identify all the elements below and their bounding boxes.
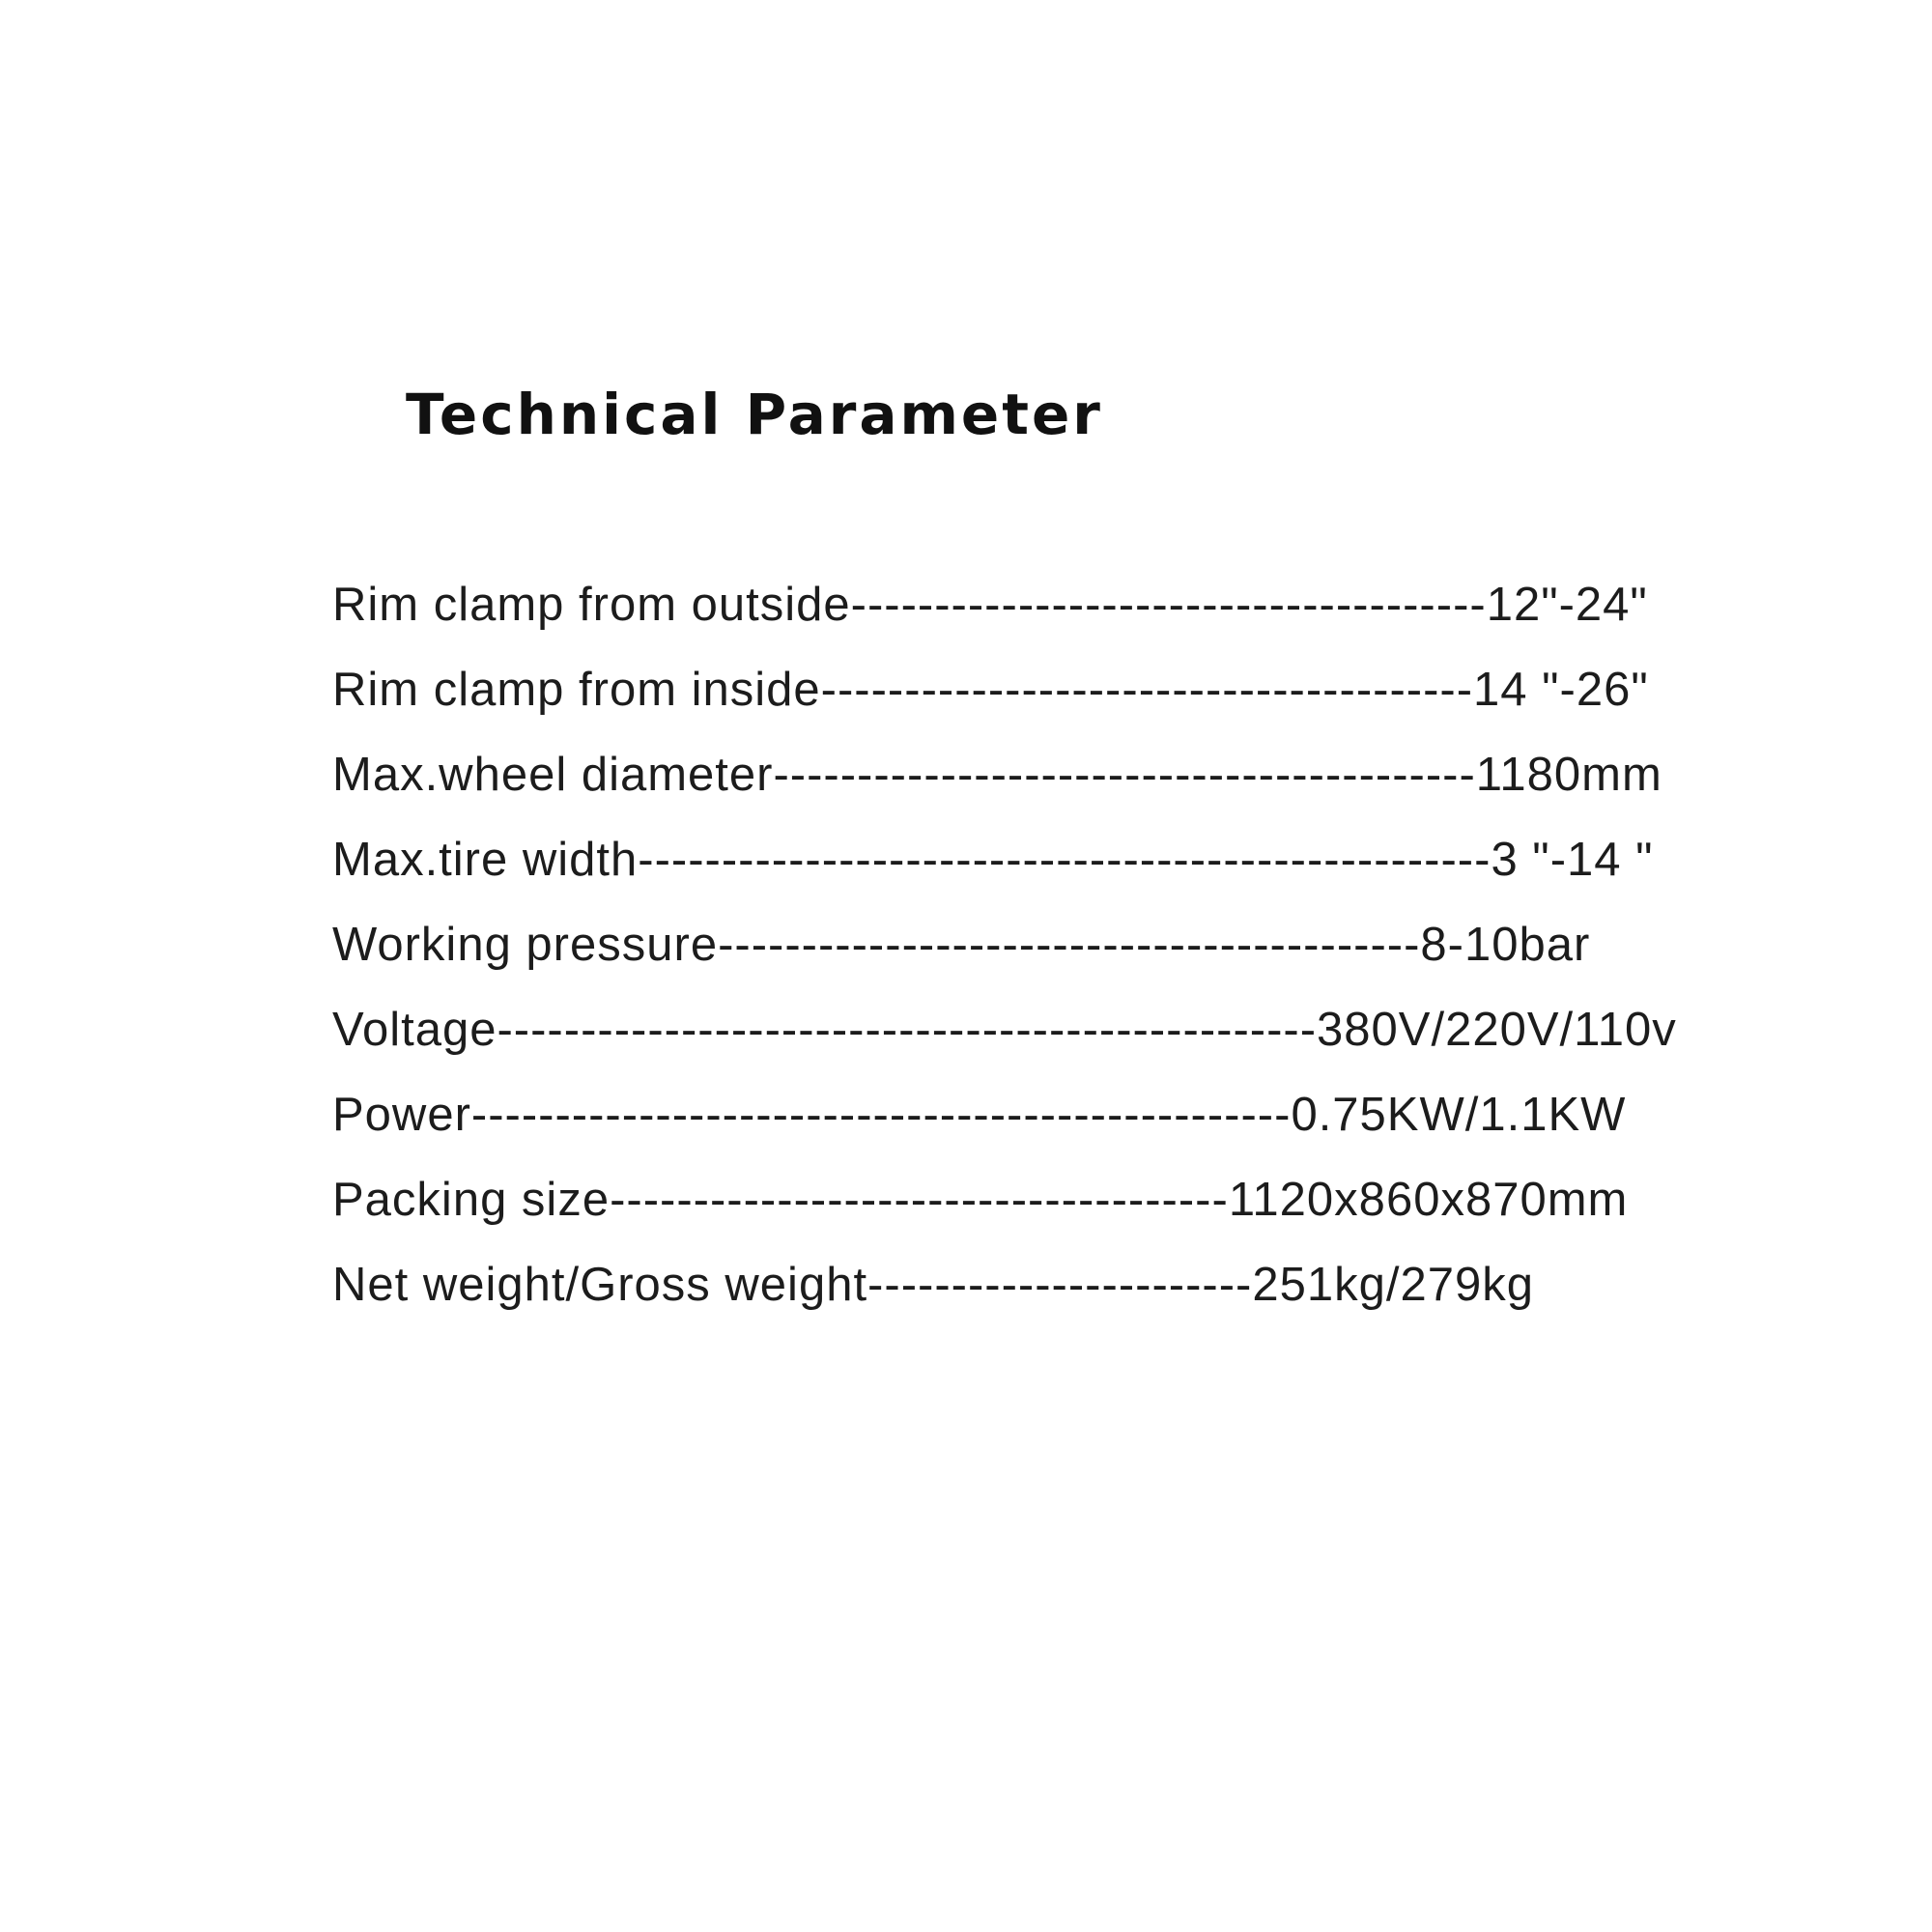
param-rim-clamp-outside: Rim clamp from outside--------------------------------------12"-24" xyxy=(332,579,1648,631)
param-packing-size: Packing size-------------------------------------1120x860x870mm xyxy=(332,1174,1629,1226)
param-working-pressure: Working pressure------------------------------------------8-10bar xyxy=(332,919,1591,971)
param-max-wheel-diameter: Max.wheel diameter------------------------------------------1180mm xyxy=(332,749,1662,801)
param-rim-clamp-inside: Rim clamp from inside---------------------------------------14 "-26" xyxy=(332,664,1649,716)
param-max-tire-width: Max.tire width---------------------------------------------------3 "-14 " xyxy=(332,834,1654,886)
parameter-list xyxy=(332,576,1781,1341)
param-voltage: Voltage-------------------------------------------------380V/220V/110v xyxy=(332,1004,1677,1056)
param-net-gross-weight: Net weight/Gross weight-----------------------251kg/279kg xyxy=(332,1259,1534,1311)
param-power: Power-------------------------------------------------0.75KW/1.1KW xyxy=(332,1089,1627,1141)
page-title: Technical Parameter xyxy=(406,382,1103,447)
